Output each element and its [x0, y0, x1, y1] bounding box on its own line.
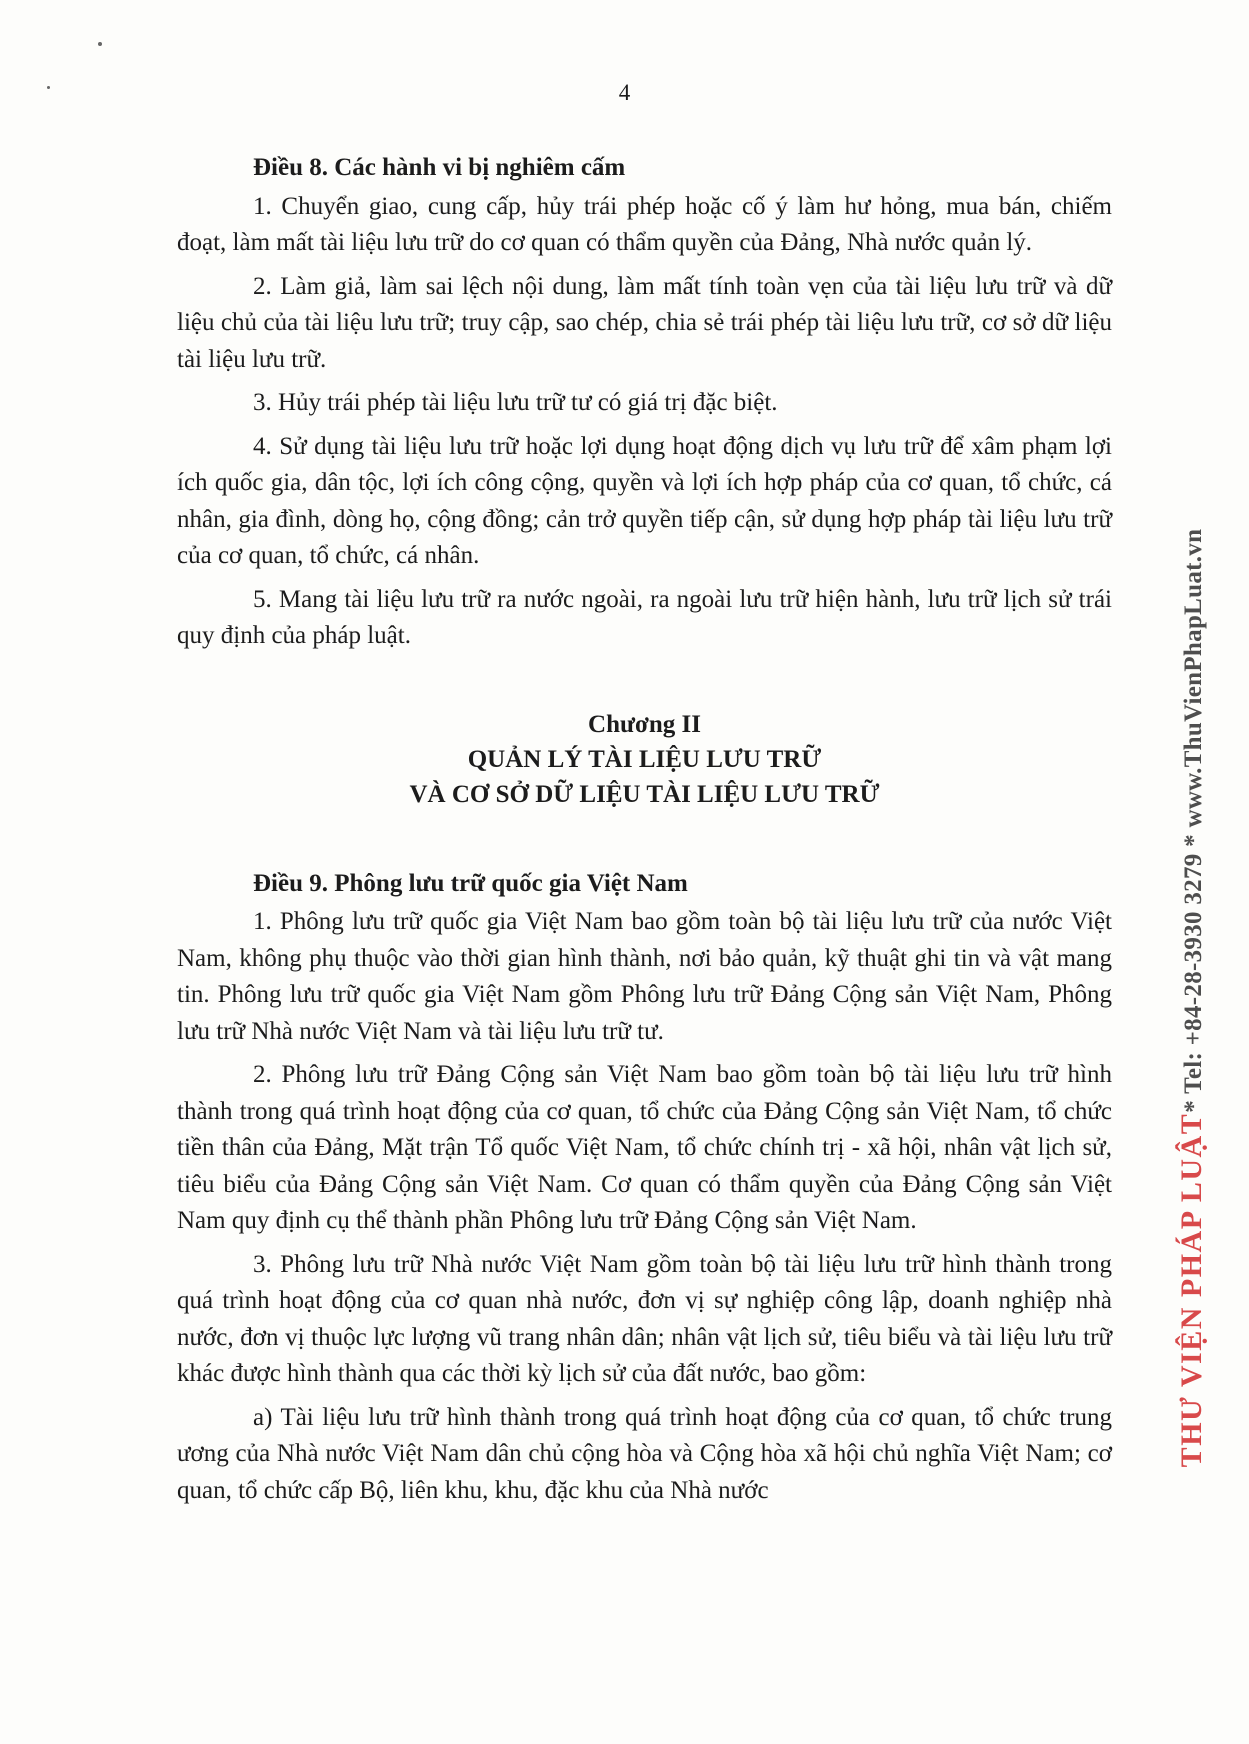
chapter-heading — [177, 707, 1112, 812]
page-number: 4 — [618, 80, 631, 105]
article-9-clause-3: 3. Phông lưu trữ Nhà nước Việt Nam gồm toàn bộ tài liệu lưu trữ hình thành trong quá trình hoạt động của cơ quan nhà nước, đơn vị sự nghiệp công lập, doanh nghiệp nhà nước, đơn vị thuộc lực lượng vũ trang nhân dân; nhân vật lịch sử, tiêu biểu và tài liệu lưu trữ khác được hình thành qua các thời kỳ lịch sử của đất nước, bao gồm: — [177, 1250, 1112, 1387]
article-8-clause-2: 2. Làm giả, làm sai lệch nội dung, làm mất tính toàn vẹn của tài liệu lưu trữ và dữ liệu chủ của tài liệu lưu trữ; truy cập, sao chép, chia sẻ trái phép tài liệu lưu trữ, cơ sở dữ liệu tài liệu lưu trữ. — [177, 272, 1112, 373]
article-8-heading: Điều 8. Các hành vi bị nghiêm cấm — [253, 154, 626, 181]
chapter-title-line-2: VÀ CƠ SỞ DỮ LIỆU TÀI LIỆU LƯU TRỮ — [409, 780, 880, 808]
watermark-brand: THƯ VIỆN PHÁP LUẬT — [1175, 1112, 1208, 1468]
side-watermark — [1175, 529, 1209, 1468]
article-9-clause-1: 1. Phông lưu trữ quốc gia Việt Nam bao gồm toàn bộ tài liệu lưu trữ của nước Việt Nam, không phụ thuộc vào thời gian hình thành, nơi bảo quản, kỹ thuật ghi tin và vật mang tin. Phông lưu trữ quốc gia Việt Nam gồm Phông lưu trữ Đảng Cộng sản Việt Nam, Phông lưu trữ Nhà nước Việt Nam và tài liệu lưu trữ tư. — [177, 908, 1112, 1045]
article-8-clause-4: 4. Sử dụng tài liệu lưu trữ hoặc lợi dụng hoạt động dịch vụ lưu trữ để xâm phạm lợi ích quốc gia, dân tộc, lợi ích công cộng, quyền và lợi ích hợp pháp của cơ quan, tổ chức, cá nhân, gia đình, dòng họ, cộng đồng; cản trở quyền tiếp cận, sử dụng hợp pháp tài liệu lưu trữ của cơ quan, tổ chức, cá nhân. — [177, 432, 1112, 569]
article-9-clause-2: 2. Phông lưu trữ Đảng Cộng sản Việt Nam bao gồm toàn bộ tài liệu lưu trữ hình thành trong quá trình hoạt động của cơ quan, tổ chức của Đảng Cộng sản Việt Nam, tổ chức tiền thân của Đảng, Mặt trận Tổ quốc Việt Nam, tổ chức chính trị - xã hội, nhân vật lịch sử, tiêu biểu của Đảng Cộng sản Việt Nam. Cơ quan có thẩm quyền của Đảng Cộng sản Việt Nam quy định cụ thể thành phần Phông lưu trữ Đảng Cộng sản Việt Nam. — [177, 1061, 1112, 1234]
article-9-heading: Điều 9. Phông lưu trữ quốc gia Việt Nam — [253, 869, 688, 897]
scan-speck — [98, 42, 102, 46]
watermark-contact: * Tel: +84-28-3930 3279 * www.ThuVienPhapLuat.vn — [1180, 528, 1207, 1113]
chapter-title-line-1: QUẢN LÝ TÀI LIỆU LƯU TRỮ — [467, 745, 822, 773]
article-8-clause-3: 3. Hủy trái phép tài liệu lưu trữ tư có giá trị đặc biệt. — [253, 389, 778, 416]
article-8-clause-5: 5. Mang tài liệu lưu trữ ra nước ngoài, ra ngoài lưu trữ hiện hành, lưu trữ lịch sử trái quy định của pháp luật. — [177, 585, 1112, 649]
article-8-clause-1: 1. Chuyển giao, cung cấp, hủy trái phép hoặc cố ý làm hư hỏng, mua bán, chiếm đoạt, làm mất tài liệu lưu trữ do cơ quan có thẩm quyền của Đảng, Nhà nước quản lý. — [177, 192, 1112, 256]
chapter-label: Chương II — [588, 710, 701, 738]
document-body — [177, 150, 1112, 1516]
article-9-clause-3a: a) Tài liệu lưu trữ hình thành trong quá trình hoạt động của cơ quan, tổ chức trung ương của Nhà nước Việt Nam dân chủ cộng hòa và Cộng hòa xã hội chủ nghĩa Việt Nam; cơ quan, tổ chức cấp Bộ, liên khu, khu, đặc khu của Nhà nước — [177, 1403, 1112, 1504]
